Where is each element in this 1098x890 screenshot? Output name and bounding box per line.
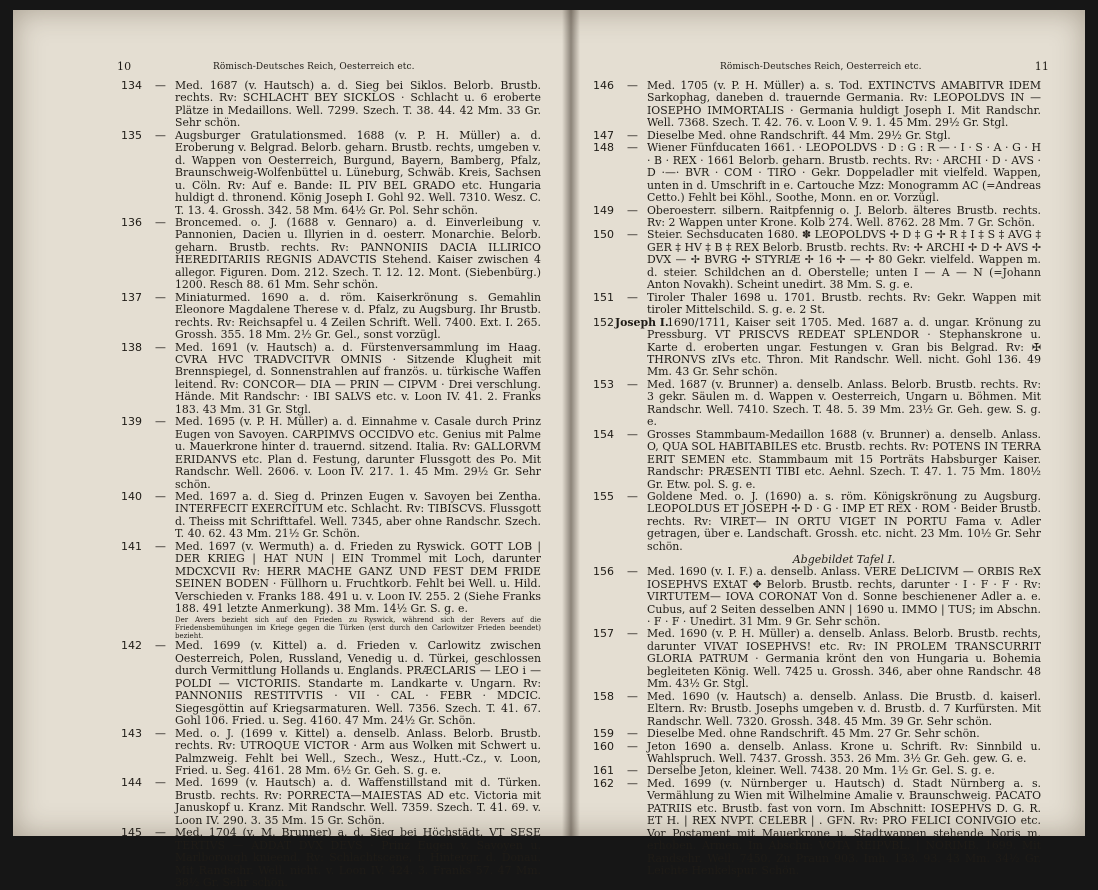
catalog-entry bbox=[121, 640, 541, 727]
catalog-entry bbox=[121, 728, 541, 778]
catalog-entry bbox=[593, 229, 1041, 291]
entry-footnote: Der Avers bezieht sich auf den Frieden zu Ryswick, während sich der Revers auf die Friedensbemühungen im Kriege gegen die Türken (erst durch den Carlowitzer Frieden beendet) bezieht. bbox=[175, 616, 541, 641]
entry-number: 147 bbox=[593, 128, 614, 142]
entry-text: Med. 1687 (v. Hautsch) a. d. Sieg bei Siklos. Belorb. Brustb. rechts. Rv: SCHLACHT BEY SICKLOS · Schlacht u. 6 eroberte Plätze in Medaillons. Well. 7299. Szech. T. 38. 44. 42 Mm. 33 Gr. Sehr schön. bbox=[175, 79, 541, 130]
entry-text: Tiroler Thaler 1698 u. 1701. Brustb. rechts. Rv: Gekr. Wappen mit tiroler Mittelschild. S. g. e. 2 St. bbox=[647, 290, 1041, 317]
entry-ruler-dash: — bbox=[155, 726, 166, 740]
entry-number: 138 bbox=[121, 340, 142, 354]
entry-number: 144 bbox=[121, 776, 142, 790]
catalog-entry bbox=[593, 691, 1041, 728]
entry-ruler-dash: — bbox=[627, 689, 638, 703]
entry-ruler-dash: — bbox=[627, 290, 638, 304]
entry-ruler-dash: — bbox=[155, 340, 166, 354]
entry-text: Augsburger Gratulationsmed. 1688 (v. P. H. Müller) a. d. Eroberung v. Belgrad. Belorb. geharn. Brustb. rechts, umgeben v. d. Wappen von Oesterreich, Burgund, Bayern, Bamberg, Pfalz, Braunschweig-Wolfenbüttel u. Lüneburg, Schwäb. Kreis, Sachsen u. Cöln. Rv: Auf e. Bande: IL PIV BEL GRADO etc. Hungaria huldigt d. thronend. König Joseph I. Gohl 92. Well. 7310. Wesz. C. T. 13. 4. Grossh. 342. 58 Mm. 64½ Gr. Pol. Sehr schön. bbox=[175, 128, 541, 217]
entry-text: Med. 1704 (v. M. Brunner) a. d. Sieg bei Höchstädt. VT SESE TERTIVS — ADDAT DVX DEVS · Prinz Eugen v. Savoyen u. Marlborough knieend. Rv: Schlachtscene, i. Hintergr. d. Donau. Mit Randschr. Well. nicht. v. Loon IV. 424. 3. Franks 57. 47 Mm. 38½ Gr. Sehr schön. bbox=[175, 826, 541, 890]
catalog-entry bbox=[121, 541, 541, 641]
entry-text: Steier. Sechsducaten 1680. ✽ LEOPOLDVS ✢ D ‡ G ✢ R ‡ I ‡ S ‡ AVG ‡ GER ‡ HV ‡ B ‡ REX Belorb. Brustb. rechts. Rv: ✢ ARCHI ✢ D ✢ AVS ✢ DVX — ✢ BVRG ✢ STYRIÆ ✢ 16 ✢ — ✢ 80 Gekr. vielfeld. Wappen m. d. steier. Schildchen an d. Oberstelle; unten I — A — N (=Johann Anton Novakh). Scheint unedirt. 38 Mm. S. g. e. bbox=[647, 228, 1041, 292]
catalog-entry bbox=[121, 342, 541, 417]
entry-ruler-dash: — bbox=[627, 203, 638, 217]
entry-ruler-dash: — bbox=[627, 727, 638, 741]
entry-text: Med. 1697 a. d. Sieg d. Prinzen Eugen v. Savoyen bei Zentha. INTERFECIT EXERCITUM etc. Schlacht. Rv: TIBISCVS. Flussgott d. Theiss mit Schrifttafel. Well. 7345, aber ohne Randschr. Szech. T. 40. 62. 43 Mm. 21½ Gr. Schön. bbox=[175, 489, 541, 541]
entry-ruler-dash: — bbox=[627, 739, 638, 753]
entry-number: 159 bbox=[593, 727, 614, 741]
entry-number: 139 bbox=[121, 415, 142, 429]
left-page-number: 10 bbox=[117, 60, 132, 73]
entry-number: 145 bbox=[121, 826, 142, 840]
entry-text: Med. 1690 (v. Hautsch) a. denselb. Anlass. Die Brustb. d. kaiserl. Eltern. Rv: Brustb. Josephs umgeben v. d. Brustb. d. 7 Kurfürsten. Mit Randschr. Well. 7320. Grossh. 348. 45 Mm. 39 Gr. Sehr schön. bbox=[647, 689, 1041, 728]
entry-ruler-dash: — bbox=[155, 489, 166, 503]
entry-ruler-dash: — bbox=[627, 141, 638, 155]
entry-text: Med. 1691 (v. Hautsch) a. d. Fürstenversammlung im Haag. CVRA HVC TRADVCITVR OMNIS · Sitzende Klugheit mit Brennspiegel, d. Sonnenstrahlen auf französ. u. türkische Waffen leitend. Rv: CONCOR— DIA — PRIN — CIPVM · Drei verschlung. Hände. Mit Randschr: · IBI SALVS etc. v. Loon IV. 41. 2. Franks 183. 43 Mm. 31 Gr. Stgl. bbox=[175, 340, 541, 416]
entry-ruler-dash: — bbox=[155, 776, 166, 790]
entry-number: 153 bbox=[593, 377, 614, 391]
book-spread bbox=[13, 10, 1085, 890]
entry-number: 161 bbox=[593, 764, 614, 778]
entry-number: 152 bbox=[593, 315, 614, 329]
entry-number: 150 bbox=[593, 228, 614, 242]
catalog-entry bbox=[593, 80, 1041, 130]
entry-text: 1690/1711, Kaiser seit 1705. Med. 1687 a. d. ungar. Krönung zu Pressburg. VT PRISCVS REDEAT SPLENDOR · Stephanskrone u. Karte d. eroberten ungar. Festungen v. Gran bis Belgrad. Rv: ✠ THRONVS zIVs etc. Thron. Mit Randschr. Well. nicht. Gohl 136. 49 Mm. 43 Gr. Sehr schön. bbox=[647, 315, 1041, 379]
entry-ruler-dash: — bbox=[627, 79, 638, 92]
right-page-number: 11 bbox=[1034, 60, 1049, 73]
entry-text: Med. 1699 (v. Nürnberger u. Hautsch) d. Stadt Nürnberg a. s. Vermählung zu Wien mit Wilhelmine Amalie v. Braunschweig. PACATO PATRIIS etc. Brustb. fast von vorn. Im Abschnitt: IOSEPHVS D. G. R. ET H. | REX NVPT. CELEBR | . GFN. Rv: PRO FELICI CONIVGIO etc. Vor Postament mit Mauerkrone u. Stadtwappen stehende Noris m. erhoben. Armen. Im Abschn: VOTA REIPVBL. | NORIMB. 1699. Mit Randschr. Well. 7450. Zu Praun 903. Imh. 133. 93. 43 Mm. 34½ Gr. Leichte Henkelspur. Schön. bbox=[647, 776, 1041, 878]
entry-ruler-dash: — bbox=[155, 826, 166, 840]
entry-text: Med. o. J. (1699 v. Kittel) a. denselb. Anlass. Belorb. Brustb. rechts. Rv: UTROQUE VICTOR · Arm aus Wolken mit Schwert u. Palmzweig. Fehlt bei Well., Szech., Wesz., Hutt.-Cz., v. Loon, Fried. u. Seg. 4161. 28 Mm. 6½ Gr. Geh. S. g. e. bbox=[175, 726, 541, 778]
entry-ruler-dash: — bbox=[627, 427, 638, 441]
left-page bbox=[13, 10, 565, 890]
entry-ruler-dash: — bbox=[155, 539, 166, 553]
catalog-entry bbox=[121, 491, 541, 541]
catalog-entry bbox=[121, 130, 541, 217]
entry-number: 149 bbox=[593, 203, 614, 217]
catalog-entry bbox=[593, 628, 1041, 690]
right-page bbox=[579, 10, 1085, 878]
entry-number: 148 bbox=[593, 141, 614, 155]
entry-ruler-dash: — bbox=[627, 764, 638, 778]
left-running-title: Römisch-Deutsches Reich, Oesterreich etc. bbox=[213, 62, 415, 72]
entry-number: 156 bbox=[593, 565, 614, 579]
entry-ruler-dash: — bbox=[155, 128, 166, 142]
entry-ruler-dash: — bbox=[627, 228, 638, 242]
entry-text: Med. 1690 (v. I. F.) a. denselb. Anlass. VERE DeLICIVM — ORBIS ReX IOSEPHVS EXtAT ✥ Belorb. Brustb. rechts, darunter · I · F · F · Rv: VIRTUTEM— IOVA CORONAT Von d. Sonne beschienener Adler a. e. Cubus, auf 2 Seiten desselben ANN | 1690 u. IMMO | TUS; im Abschn. · F · F · Unedirt. 31 Mm. 9 Gr. Sehr schön. bbox=[647, 565, 1041, 629]
catalog-entry bbox=[121, 777, 541, 827]
entry-number: 143 bbox=[121, 726, 142, 740]
catalog-entry bbox=[593, 205, 1041, 230]
entry-number: 160 bbox=[593, 739, 614, 753]
plate-caption: Abgebildet Tafel I. bbox=[792, 553, 896, 567]
catalog-entry bbox=[593, 292, 1041, 317]
book-gutter bbox=[562, 10, 580, 836]
entry-text: Jeton 1690 a. denselb. Anlass. Krone u. Schrift. Rv: Sinnbild u. Wahlspruch. Well. 7437. Grossh. 353. 26 Mm. 3½ Gr. Geh. gew. G. e. bbox=[647, 739, 1041, 766]
entry-text: Miniaturmed. 1690 a. d. röm. Kaiserkrönung s. Gemahlin Eleonore Magdalene Therese v. d. Pfalz, zu Augsburg. Ihr Brustb. rechts. Rv: Reichsapfel u. 4 Zeilen Schrift. Well. 7400. Ext. I. 265. Grossh. 355. 18 Mm. 2½ Gr. Gel., sonst vorzügl. bbox=[175, 290, 541, 342]
entry-number: 155 bbox=[593, 489, 614, 503]
entry-ruler-dash: — bbox=[155, 215, 166, 229]
entry-ruler-dash: Joseph I. bbox=[615, 315, 669, 329]
entry-text: Dieselbe Med. ohne Randschrift. 45 Mm. 27 Gr. Sehr schön. bbox=[647, 727, 980, 741]
entry-text: Med. 1695 (v. P. H. Müller) a. d. Einnahme v. Casale durch Prinz Eugen von Savoyen. CARPIMVS OCCIDVO etc. Genius mit Palme u. Mauerkrone hinter d. trauernd. sitzend. Italia. Rv: GALLORVM ERIDANVS etc. Plan d. Festung, darunter Flussgott des Po. Mit Randschr. Well. 2606. v. Loon IV. 217. 1. 45 Mm. 29½ Gr. Sehr schön. bbox=[175, 415, 541, 491]
entry-text: Med. 1687 (v. Brunner) a. denselb. Anlass. Belorb. Brustb. rechts. Rv: 3 gekr. Säulen m. d. Wappen v. Oesterreich, Ungarn u. Böhmen. Mit Randschr. Well. 7410. Szech. T. 48. 5. 39 Mm. 23½ Gr. Geh. gew. S. g. e. bbox=[647, 377, 1041, 429]
entry-text: Goldene Med. o. J. (1690) a. s. röm. Königskrönung zu Augsburg. LEOPOLDUS ET JOSEPH ✢ D · G · IMP ET REX · ROM · Beider Brustb. rechts. Rv: VIRET— IN ORTU VIGET IN PORTU Fama v. Adler getragen, über e. Landschaft. Grossh. etc. nicht. 23 Mm. 10½ Gr. Sehr schön. bbox=[647, 489, 1041, 553]
catalog-entry bbox=[593, 566, 1041, 628]
entry-ruler-dash: — bbox=[627, 776, 638, 790]
catalog-entry bbox=[121, 827, 541, 889]
entry-text: Grosses Stammbaum-Medaillon 1688 (v. Brunner) a. denselb. Anlass. O, QUA SOL HABITABILES etc. Brustb. rechts. Rv: POTENS IN TERRA ERIT SEMEN etc. Stammbaum mit 15 Porträts Habsburger Kaiser. Randschr: PRÆSENTI TIBI etc. Aehnl. Szech. T. 47. 1. 75 Mm. 180½ Gr. Etw. pol. S. g. e. bbox=[647, 427, 1041, 491]
entry-ruler-dash: — bbox=[627, 128, 638, 142]
entry-number: 140 bbox=[121, 489, 142, 503]
entry-number: 157 bbox=[593, 627, 614, 641]
entry-number: 135 bbox=[121, 128, 142, 142]
catalog-entry bbox=[593, 491, 1041, 553]
entry-number: 142 bbox=[121, 639, 142, 653]
catalog-entry bbox=[593, 429, 1041, 491]
catalog-entry bbox=[593, 778, 1041, 878]
entry-text: Wiener Fünfducaten 1661. · LEOPOLDVS · D : G : R — · I · S · A · G · H · B · REX · 1661 Belorb. geharn. Brustb. rechts. Rv: · ARCHI · D · AVS · D ·—· BVR · COM · TIRO · Gekr. Doppeladler mit vielfeld. Wappen, unten in d. Umschrift in e. Cartouche Mzz: Monogramm AC (=Andreas Cetto.) Fehlt bei Köhl., Soothe, Monn. en or. Vorzügl. bbox=[647, 141, 1041, 205]
entry-text: Med. 1697 (v. Wermuth) a. d. Frieden zu Ryswick. GOTT LOB | DER KRIEG | HAT NUN | EIN Trommel mit Loch, darunter MDCXCVII Rv: HERR MACHE GANZ UND FEST DEM FRIDE SEINEN BODEN · Füllhorn u. Fruchtkorb. Fehlt bei Well. u. Hild. Verschieden v. Franks 188. 491 u. v. Loon IV. 255. 2 (Siehe Franks 188. 491 letzte Anmerkung). 38 Mm. 14½ Gr. S. g. e. bbox=[175, 539, 541, 616]
catalog-entry bbox=[593, 317, 1041, 379]
left-entry-list bbox=[121, 80, 541, 890]
catalog-entry bbox=[593, 741, 1041, 766]
entry-number: 162 bbox=[593, 776, 614, 790]
entry-ruler-dash: — bbox=[155, 639, 166, 653]
entry-text: Broncemed. o. J. (1688 v. Gennaro) a. d. Einverleibung v. Pannonien, Dacien u. Illyrien in d. oesterr. Monarchie. Belorb. geharn. Brustb. rechts. Rv: PANNONIIS DACIA ILLIRICO HEREDITARIIS REGNIS ADAVCTIS Stehend. Kaiser zwischen 4 allegor. Figuren. Dom. 212. Szech. T. 12. 12. Mont. (Siebenbürg.) 1200. Resch 88. 61 Mm. Sehr schön. bbox=[175, 215, 541, 292]
entry-ruler-dash: — bbox=[155, 290, 166, 304]
entry-text: Dieselbe Med. ohne Randschrift. 44 Mm. 29½ Gr. Stgl. bbox=[647, 128, 951, 142]
entry-ruler-dash: — bbox=[627, 565, 638, 579]
entry-text: Med. 1699 (v. Hautsch) a. d. Waffenstillstand mit d. Türken. Brustb. rechts. Rv: PORRECTA—MAIESTAS AD etc. Victoria mit Januskopf u. Kranz. Mit Randschr. Well. 7359. Szech. T. 41. 69. v. Loon IV. 290. 3. 35 Mm. 15 Gr. Schön. bbox=[175, 776, 541, 827]
right-entry-list bbox=[593, 80, 1041, 878]
entry-text: Med. 1699 (v. Kittel) a. d. Frieden v. Carlowitz zwischen Oesterreich, Polen, Russland, Venedig u. d. Türkei, geschlossen durch Vermittlung Hollands u. Englands. PRÆCLARIS — LEO ⅰ — POLDI — VICTORIIS. Standarte m. Landkarte v. Ungarn. Rv: PANNONIIS RESTITVTIS · VII · CAL · FEBR · MDCIC. Siegesgöttin auf Kriegsarmaturen. Well. 7356. Szech. T. 41. 67. Gohl 106. Fried. u. Seg. 4160. 47 Mm. 24½ Gr. Schön. bbox=[175, 639, 541, 728]
entry-number: 146 bbox=[593, 79, 614, 92]
entry-ruler-dash: — bbox=[155, 415, 166, 429]
entry-number: 137 bbox=[121, 290, 142, 304]
catalog-entry bbox=[593, 142, 1041, 204]
entry-text: Med. 1705 (v. P. H. Müller) a. s. Tod. EXTINCTVS AMABITVR IDEM Sarkophag, daneben d. trauernde Germania. Rv: LEOPOLDVS IN — IOSEPHO IMMORTALIS · Germania huldigt Joseph I. Mit Randschr. Well. 7368. Szech. T. 42. 76. v. Loon V. 9. 1. 45 Mm. 29½ Gr. Stgl. bbox=[647, 79, 1041, 130]
entry-number: 136 bbox=[121, 215, 142, 229]
entry-text: Med. 1690 (v. P. H. Müller) a. denselb. Anlass. Belorb. Brustb. rechts, darunter VIVAT IOSEPHVS! etc. Rv: IN PROLEM TRANSCURRIT GLORIA PATRUM · Germania krönt den von Hungaria u. Bohemia begleiteten König. Well. 7425 u. Grossh. 346, aber ohne Randschr. 48 Mm. 43½ Gr. Stgl. bbox=[647, 627, 1041, 691]
entry-number: 151 bbox=[593, 290, 614, 304]
catalog-entry bbox=[121, 217, 541, 292]
entry-ruler-dash: — bbox=[627, 627, 638, 641]
entry-ruler-dash: — bbox=[627, 377, 638, 391]
right-running-title: Römisch-Deutsches Reich, Oesterreich etc. bbox=[720, 62, 922, 72]
catalog-entry bbox=[121, 292, 541, 342]
entry-text: Oberoesterr. silbern. Raitpfennig o. J. Belorb. älteres Brustb. rechts. Rv: 2 Wappen unter Krone. Kolb 274. Well. 8762. 28 Mm. 7 Gr. Schön. bbox=[647, 203, 1041, 229]
entry-ruler-dash: — bbox=[155, 79, 166, 92]
catalog-entry bbox=[121, 80, 541, 130]
entry-number: 154 bbox=[593, 427, 614, 441]
entry-ruler-dash: — bbox=[627, 489, 638, 503]
entry-text: Derselbe Jeton, kleiner. Well. 7438. 20 Mm. 1½ Gr. Gel. S. g. e. bbox=[647, 764, 995, 778]
catalog-entry bbox=[121, 416, 541, 491]
catalog-entry bbox=[593, 379, 1041, 429]
entry-number: 141 bbox=[121, 539, 142, 553]
entry-number: 134 bbox=[121, 79, 142, 92]
entry-number: 158 bbox=[593, 689, 614, 703]
